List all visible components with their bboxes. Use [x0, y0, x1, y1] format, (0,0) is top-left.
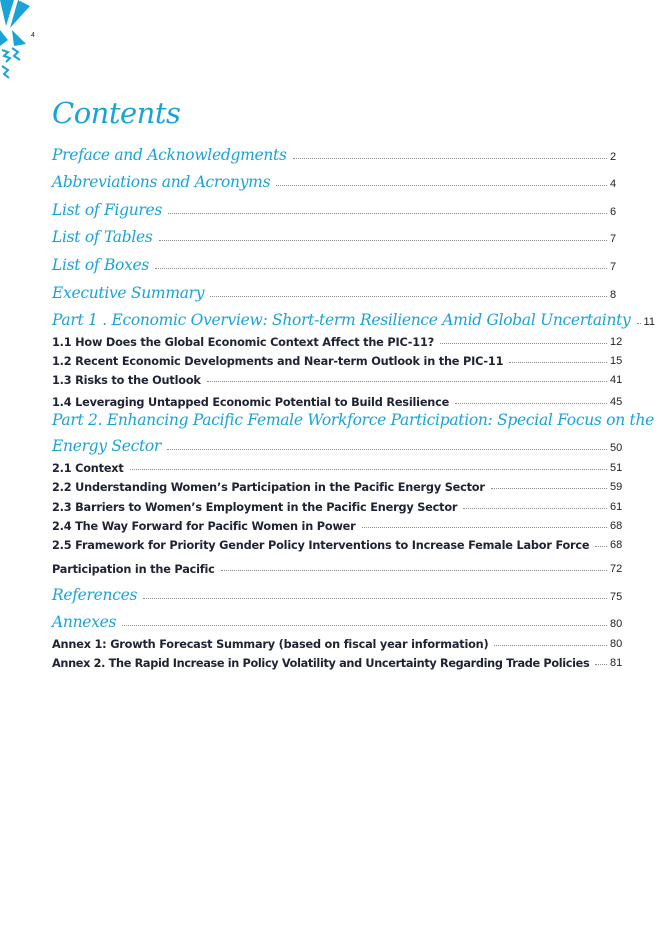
toc-entry-page: 7 [610, 233, 617, 246]
toc-entry-tables[interactable] [52, 219, 624, 247]
dot-leader [221, 570, 607, 571]
toc-entry-label: 2.3 Barriers to Women’s Employment in the Pacific Energy Sector [52, 500, 458, 514]
toc-entry-label: Annex 2. The Rapid Increase in Policy Volatility and Uncertainty Regarding Trade Policies [52, 657, 590, 671]
page-number: 4 [31, 32, 35, 39]
toc-entry-part-2[interactable] [52, 409, 654, 456]
toc-entry-label: 2.5 Framework for Priority Gender Policy Interventions to Increase Female Labor Force [52, 539, 590, 553]
dot-leader [210, 296, 607, 297]
dot-leader [491, 488, 607, 489]
toc-entry-page: 75 [610, 590, 623, 603]
dot-leader [494, 645, 607, 646]
toc-entry-preface[interactable] [52, 136, 624, 164]
toc-entry-page: 61 [610, 500, 623, 513]
dot-leader [362, 527, 607, 528]
toc-subentry[interactable] [52, 552, 624, 576]
toc-subentry[interactable] [52, 455, 624, 474]
toc-entry-page: 50 [610, 442, 623, 455]
toc-entry-label: 2.4 The Way Forward for Pacific Women in Power [52, 519, 356, 533]
toc-subentry[interactable] [52, 494, 624, 513]
dot-leader [276, 185, 607, 186]
dot-leader [207, 381, 607, 382]
toc-entry-page: 15 [610, 354, 623, 367]
toc-entry-label: 1.3 Risks to the Outlook [52, 374, 201, 388]
toc-entry-page: 72 [610, 563, 623, 576]
dot-leader [122, 625, 607, 626]
toc-entry-page: 68 [610, 539, 623, 552]
dot-leader [143, 598, 607, 599]
toc-entry-label: 2.1 Context [52, 461, 124, 475]
toc-entry-label: 1.2 Recent Economic Developments and Near-term Outlook in the PIC-11 [52, 354, 504, 368]
toc-entry-page: 7 [610, 260, 617, 273]
toc-entry-label-line2: Energy Sector [52, 437, 162, 456]
toc-entry-boxes[interactable] [52, 246, 624, 274]
toc-entry-page: 6 [610, 205, 617, 218]
toc-entry-page: 51 [610, 461, 623, 474]
toc-entry-page: 4 [610, 178, 617, 191]
dot-leader [155, 268, 607, 269]
toc-entry-label: List of Tables [52, 228, 153, 247]
toc-entry-label: List of Figures [52, 200, 163, 219]
toc-entry-page: 12 [610, 335, 623, 348]
toc-entry-label: Annex 1: Growth Forecast Summary (based on fiscal year information) [52, 637, 489, 651]
page-title: Contents [52, 96, 181, 130]
toc-entry-label: Annexes [52, 613, 117, 632]
dot-leader [130, 469, 607, 470]
toc-entry-page: 11 [643, 316, 655, 329]
toc-entry-label: 2.2 Understanding Women’s Participation in the Pacific Energy Sector [52, 481, 485, 495]
toc-entry-page: 2 [610, 150, 617, 163]
toc-entry-label-line1: Part 2. Enhancing Pacific Female Workforce Participation: Special Focus on the [52, 411, 654, 430]
toc-subentry[interactable] [52, 631, 624, 650]
dot-leader [463, 508, 607, 509]
dot-leader [167, 449, 607, 450]
toc-entry-label: Preface and Acknowledgments [52, 145, 287, 164]
dot-leader [440, 343, 607, 344]
dot-leader [455, 403, 607, 404]
toc-entry-page: 81 [610, 657, 623, 670]
toc-subentry[interactable] [52, 329, 624, 348]
toc-subentry[interactable] [52, 651, 624, 670]
toc-entry-label: Participation in the Pacific [52, 563, 215, 577]
dot-leader [509, 362, 607, 363]
toc-entry-references[interactable] [52, 576, 624, 604]
toc-entry-label: Executive Summary [52, 283, 205, 302]
toc-subentry[interactable] [52, 514, 624, 533]
toc-entry-abbreviations[interactable] [52, 164, 624, 192]
dot-leader [168, 213, 607, 214]
toc-entry-label: References [52, 585, 138, 604]
dot-leader [595, 664, 607, 665]
dot-leader [637, 323, 641, 324]
dot-leader [293, 158, 607, 159]
toc-entry-page: 59 [610, 481, 623, 494]
toc-subentry[interactable] [52, 349, 624, 368]
toc-entry-label: List of Boxes [52, 255, 150, 274]
dot-leader [595, 546, 607, 547]
toc-entry-label: 1.4 Leveraging Untapped Economic Potential to Build Resilience [52, 396, 450, 410]
table-of-contents [52, 136, 655, 671]
toc-subentry[interactable] [52, 387, 624, 409]
toc-subentry[interactable] [52, 533, 624, 552]
toc-entry-label: Abbreviations and Acronyms [52, 173, 271, 192]
pinwheel-logo-icon [0, 0, 32, 80]
toc-entry-label: 1.1 How Does the Global Economic Context Affect the PIC-11? [52, 335, 434, 349]
toc-entry-page: 68 [610, 519, 623, 532]
toc-entry-page: 45 [610, 396, 623, 409]
toc-entry-part-1[interactable] [52, 302, 655, 330]
toc-entry-page: 41 [610, 374, 623, 387]
toc-entry-page: 80 [610, 637, 623, 650]
toc-entry-label: Part 1 . Economic Overview: Short-term Resilience Amid Global Uncertainty [52, 311, 631, 330]
toc-subentry[interactable] [52, 368, 624, 387]
toc-entry-figures[interactable] [52, 191, 624, 219]
toc-subentry[interactable] [52, 475, 624, 494]
toc-entry-annexes[interactable] [52, 604, 624, 632]
toc-entry-executive-summary[interactable] [52, 274, 624, 302]
dot-leader [159, 240, 607, 241]
toc-entry-page: 80 [610, 618, 623, 631]
toc-entry-page: 8 [610, 288, 617, 301]
